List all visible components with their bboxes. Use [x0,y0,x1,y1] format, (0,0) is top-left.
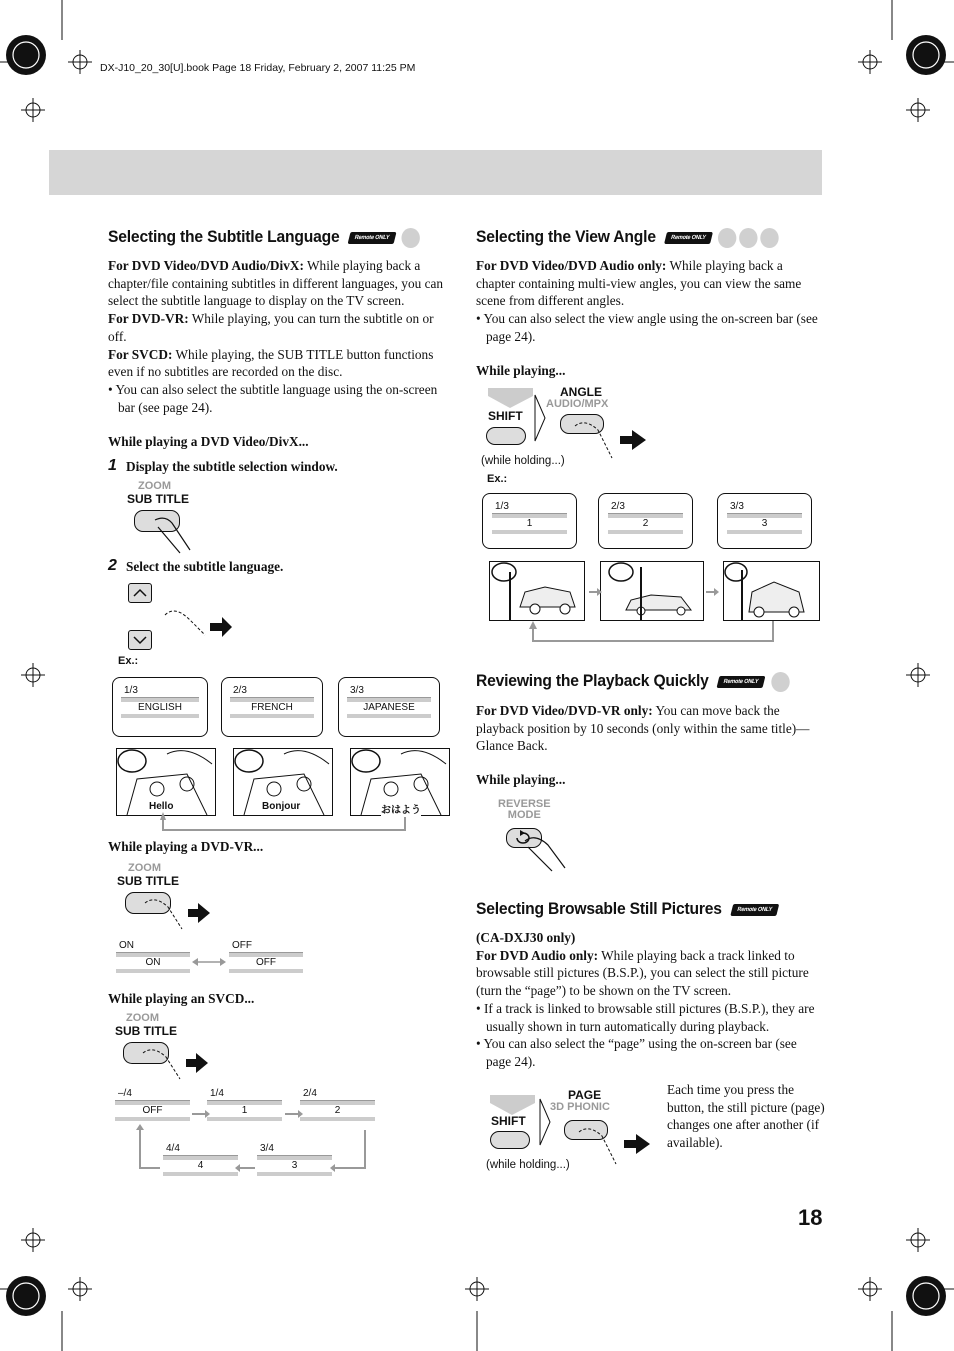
svcd-osd-top-1: –/4 [115,1087,190,1101]
dvdvr-text: While playing, you can turn the subtitle on or off. [108,311,434,344]
angle-osd-value-1: 1 [492,518,567,530]
dvd-text: While playing back a chapter/file containing subtitles in different languages, you can select the subtitle language to display on the TV screen. [108,258,444,309]
review-section-title [476,671,789,692]
angle-while-label: While playing... [476,363,566,378]
subtitle-title-text: Selecting the Subtitle Language [108,227,340,246]
zoom-label-1: ZOOM [138,480,171,492]
angle-osd-top-1: 1/3 [492,500,567,514]
phonic-label: 3D PHONIC [550,1101,610,1113]
chevron-down-icon [129,631,151,649]
osd-top-3: 3/3 [347,684,431,698]
up-button[interactable] [128,583,152,603]
svcd-osd-value-2: 1 [207,1105,282,1117]
vr-osd-top-on: ON [116,939,190,953]
finger-icon [150,515,200,555]
vr-osd-top-off: OFF [229,939,303,953]
angle-osd-value-2: 2 [608,518,683,530]
remote-only-badge: Remote ONLY [664,232,713,244]
ex-label-1: Ex.: [118,655,139,667]
while-dvd-label: While playing a DVD Video/DivX... [108,434,309,449]
step1-text: Display the subtitle selection window. [126,459,338,474]
angle-title-text: Selecting the View Angle [476,227,656,246]
angle-scene-3 [723,561,820,621]
angle-osd-1 [482,493,577,549]
angle-scene-1 [489,561,585,621]
bsp-bullet-1: If a track is linked to browsable still pictures (B.S.P.), they are usually shown in turn automatically during playback. [483,1000,815,1034]
review-body [476,702,822,755]
angle-text: While playing back a chapter containing multi-view angles, you can view the same scene from different angles. [476,258,802,309]
reverse-mode-label [498,799,551,821]
svcd-osd-top-5: 3/4 [257,1142,332,1156]
svcd-text: While playing, the SUB TITLE button functions even if no subtitles are recorded on the disc. [108,346,434,380]
car-illustration [724,562,819,620]
scene-frame-2 [233,748,333,816]
cycle-arrow-icon [160,812,410,837]
svcd-osd-top-2: 1/4 [207,1087,282,1101]
angle-section-title [476,227,779,248]
osd-value-2: FRENCH [230,702,314,714]
shift-button-2[interactable] [490,1131,530,1149]
speech-text-2: Bonjour [262,801,301,812]
header-banner [49,150,822,195]
audio-mpx-label: AUDIO/MPX [546,398,609,410]
subtitle-button-label-2: SUB TITLE [117,874,179,888]
review-label: For DVD Video/DVD-VR only: [476,703,653,718]
shift-label-1: SHIFT [488,409,523,423]
bsp-model: (CA-DXJ30 only) [476,930,576,945]
bsp-body: (CA-DXJ30 only) For DVD Audio only: While playing back a track linked to browsable still pictures (B.S.P.), you can select the still picture (turn the “page”) to be shown on the TV screen. • If a track is linked to browsable still pictures (B.S.P.), they are usually shown in turn automatically during playback. • You can also select the “page” using the on-screen bar (see page 24). [476,930,815,1069]
osd-value-1: ENGLISH [121,702,199,714]
vr-osd-on [116,939,190,973]
remote-only-badge: Remote ONLY [717,676,766,688]
step2-number: 2 [108,557,117,574]
angle-osd-2 [598,493,693,549]
bsp-text: While playing back a track linked to browsable still pictures (B.S.P.), you can select the still picture (turn the “page”) to be shown on the TV screen. [476,947,809,999]
remote-only-badge: Remote ONLY [348,232,397,244]
bsp-section-title [476,899,777,919]
angle-label: For DVD Video/DVD Audio only: [476,258,667,273]
scene-frame-3 [350,748,450,816]
shift-button-1[interactable] [486,427,526,445]
angle-osd-3 [717,493,812,549]
svcd-osd-top-3: 2/4 [300,1087,375,1101]
angle-body: For DVD Video/DVD Audio only: While playing back a chapter containing multi-view angles, you can view the same scene from different angles. • You can also select the view angle using the on-screen bar (see page 24). [476,258,818,344]
bsp-title-text: Selecting Browsable Still Pictures [476,899,722,918]
finger-arrow-icon [570,418,650,463]
scene-frame-1 [116,748,216,816]
svcd-osd-value-4: 4 [163,1160,238,1172]
osd-top-2: 2/3 [230,684,314,698]
finger-arrow-icon [138,1045,213,1085]
reverse-label-line2: MODE [507,809,541,821]
step2-text: Select the subtitle language. [126,559,284,574]
page-number: 18 [798,1205,823,1230]
vr-osd-off [229,939,303,973]
reverse-label-line1: REVERSE [498,798,551,810]
svcd-osd-value-1: OFF [115,1105,190,1117]
finger-arrow-icon [140,895,215,935]
speech-text-3: おはよう [381,801,421,816]
speech-text-1: Hello [149,801,174,812]
zoom-label-3: ZOOM [126,1012,159,1024]
osd-top-1: 1/3 [121,684,199,698]
zoom-label-2: ZOOM [128,862,161,874]
subtitle-section-title [108,227,420,248]
finger-icon [520,833,570,873]
angle-step-arrows-icon [583,586,723,598]
angle-ex-label: Ex.: [487,473,508,485]
while-vr-label: While playing a DVD-VR... [108,839,264,854]
while-svcd-label: While playing an SVCD... [108,991,255,1006]
angle-bullet: You can also select the view angle using the on-screen bar (see page 24). [483,311,818,344]
bsp-label: For DVD Audio only: [476,947,599,963]
bracket-arrow-icon [533,393,547,443]
osd-bubble-3 [338,677,440,737]
dvd-label: For DVD Video/DVD Audio/DivX: [108,258,304,273]
bsp-holding-text: (while holding...) [486,1159,570,1171]
shift-label-2: SHIFT [491,1114,526,1128]
vr-osd-value-off: OFF [229,957,303,969]
step1-number: 1 [108,457,117,474]
subtitle-body: For DVD Video/DVD Audio/DivX: While playing back a chapter/file containing subtitles in different languages, you can select the subtitle language to display on the TV screen. For DVD-VR: While playing, you can turn the subtitle on or off. For SVCD: While playing, the SUB TITLE button functions even if no subtitles are recorded on the disc. • You can also select the subtitle language using the on-screen bar (see page 24). [108,258,444,415]
car-illustration [490,562,584,620]
bsp-note: Each time you press the button, the still picture (page) changes one after another (if available). [667,1082,825,1151]
print-header-line: DX-J10_20_30[U].book Page 18 Friday, February 2, 2007 11:25 PM [100,62,416,74]
osd-bubble-1 [112,677,208,737]
svcd-label: For SVCD: [108,346,173,362]
page-button-label: PAGE [568,1088,602,1102]
svcd-osd-value-3: 2 [300,1105,375,1117]
osd-bubble-2 [221,677,323,737]
svcd-osd-top-4: 4/4 [163,1142,238,1156]
osd-value-3: JAPANESE [347,702,431,714]
angle-osd-value-3: 3 [727,518,802,530]
review-while-label: While playing... [476,772,566,787]
angle-cycle-arrow-icon [528,619,778,645]
finger-arrow-icon [160,605,235,645]
title-bubble [402,228,420,248]
svcd-cycle-arrows-icon [130,1100,390,1180]
review-title-text: Reviewing the Playback Quickly [476,671,709,690]
finger-arrow-icon [574,1124,654,1169]
vr-osd-value-on: ON [116,957,190,969]
angle-holding-text: (while holding...) [481,455,565,467]
chevron-up-icon [129,584,151,602]
dvdvr-label: For DVD-VR: [108,311,189,327]
bsp-bullet-2: You can also select the “page” using the on-screen bar (see page 24). [483,1036,797,1069]
review-text: You can move back the playback position by 10 seconds (only within the same title)—Glance Back. [476,703,810,754]
down-button[interactable] [128,630,152,650]
subtitle-button-label-1: SUB TITLE [127,492,189,506]
remote-only-badge: Remote ONLY [730,904,779,916]
subtitle-bullet: You can also select the subtitle language using the on-screen bar (see page 24). [115,381,438,415]
double-arrow-icon [192,956,226,968]
angle-button-label: ANGLE [560,385,602,399]
angle-osd-top-2: 2/3 [608,500,683,514]
angle-osd-top-3: 3/3 [727,500,802,514]
svcd-osd-value-5: 3 [257,1160,332,1172]
subtitle-button-label-3: SUB TITLE [115,1024,177,1038]
